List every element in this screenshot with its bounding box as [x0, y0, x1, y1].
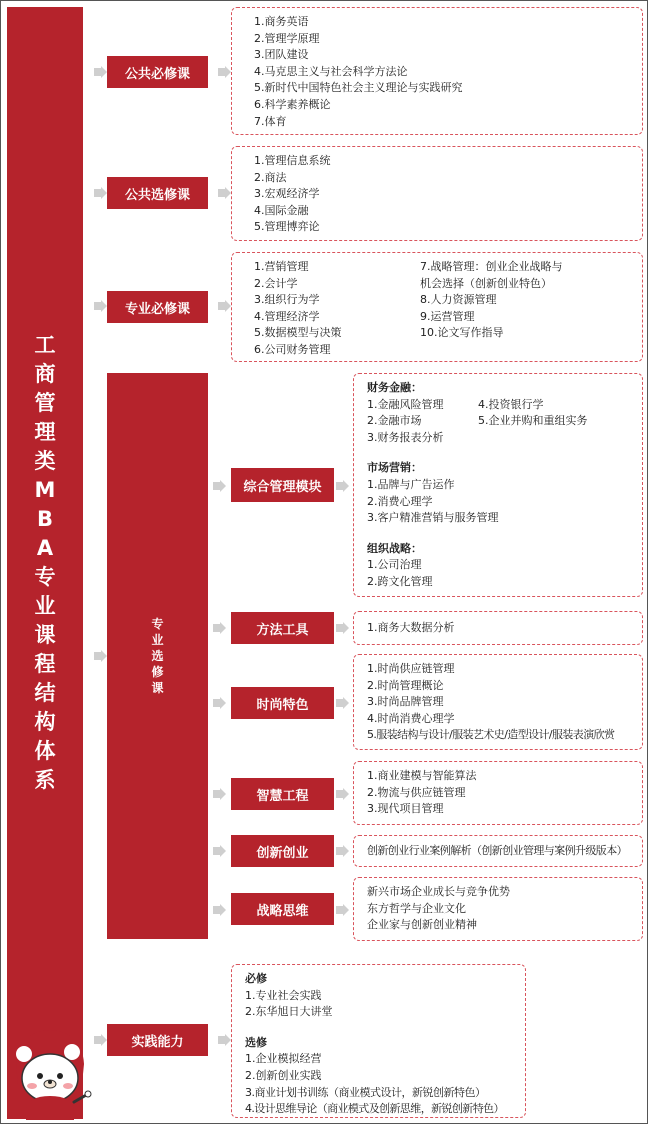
public-required-box [231, 7, 643, 135]
course-item: 9.运营管理 [420, 309, 475, 323]
innovation-box [353, 835, 643, 867]
group-heading: 必修 [245, 972, 267, 985]
category-major-elective [107, 373, 208, 939]
category-major-required [107, 291, 208, 323]
course-item: 2.金融市场 [367, 414, 422, 428]
course-item: 2.会计学 [254, 276, 298, 290]
strategic-thinking-box [353, 877, 643, 941]
module-fashion [231, 687, 334, 719]
arrow-icon [220, 480, 226, 492]
course-item: 2.东华旭日大讲堂 [245, 1005, 333, 1019]
course-item: 7.战略管理：创业企业战略与 [420, 260, 563, 273]
course-item: 2.商法 [254, 170, 287, 184]
arrow-icon [220, 904, 226, 916]
course-item: 1.公司治理 [367, 558, 422, 572]
module-innovation [231, 835, 334, 867]
group-heading: 组织战略： [367, 541, 422, 555]
course-item: 1.管理信息系统 [254, 154, 331, 167]
course-item: 新兴市场企业成长与竞争优势 [367, 885, 510, 898]
method-tools-box [353, 611, 643, 645]
course-item: 3.商业计划书训练（商业模式设计，新锐创新特色） [245, 1085, 486, 1099]
course-item: 1.商业建模与智能算法 [367, 769, 477, 782]
course-item: 东方哲学与企业文化 [367, 901, 466, 915]
arrow-icon [220, 845, 226, 857]
main-title: 工商管理类MBA专业课程结构体系 [34, 333, 56, 792]
major-required-box [231, 252, 643, 362]
course-item: 6.科学素养概论 [254, 97, 331, 111]
fashion-box [353, 654, 643, 750]
category-label: 公共必修课 [124, 66, 190, 82]
course-item: 2.时尚管理概论 [367, 678, 444, 692]
arrow-icon [343, 788, 349, 800]
module-label: 智慧工程 [256, 788, 309, 804]
course-item: 5.数据模型与决策 [254, 326, 342, 340]
course-item: 3.组织行为学 [254, 293, 320, 307]
category-public-required [107, 56, 208, 88]
practice-box [231, 964, 526, 1118]
course-item: 2.创新创业实践 [245, 1068, 322, 1082]
course-item: 1.商务英语 [254, 15, 309, 28]
course-item: 1.专业社会实践 [245, 988, 322, 1002]
course-item: 1.时尚供应链管理 [367, 662, 455, 675]
arrow-icon [343, 697, 349, 709]
arrow-icon [220, 622, 226, 634]
course-item: 1.金融风险管理 [367, 397, 444, 411]
course-item: 4.时尚消费心理学 [367, 711, 455, 725]
course-item: 3.时尚品牌管理 [367, 695, 444, 709]
course-item: 1.商务大数据分析 [367, 621, 455, 634]
course-item: 1.营销管理 [254, 260, 309, 273]
course-item: 2.物流与供应链管理 [367, 785, 466, 799]
group-heading: 市场营销： [367, 461, 422, 475]
course-item: 5.新时代中国特色社会主义理论与实践研究 [254, 81, 463, 95]
course-item: 4.国际金融 [254, 203, 309, 217]
course-item: 3.财务报表分析 [367, 430, 444, 444]
course-item: 2.跨文化管理 [367, 574, 433, 588]
module-label: 方法工具 [256, 622, 309, 638]
course-item: 6.公司财务管理 [254, 342, 331, 356]
category-public-elective [107, 177, 208, 209]
module-label: 时尚特色 [256, 697, 309, 713]
category-label: 专业必修课 [124, 301, 190, 317]
public-elective-box [231, 146, 643, 241]
main-title-bar [7, 7, 83, 1119]
course-item: 4.设计思维导论（商业模式及创新思维，新锐创新特色） [245, 1102, 504, 1116]
course-item: 机会选择（创新创业特色） [420, 276, 552, 290]
course-item: 3.现代项目管理 [367, 802, 444, 816]
course-item: 7.体育 [254, 114, 287, 128]
category-label: 专业选修课 [151, 617, 164, 695]
course-item: 1.企业模拟经营 [245, 1052, 322, 1066]
group-heading: 选修 [245, 1035, 267, 1049]
module-label: 战略思维 [256, 903, 309, 919]
module-label: 综合管理模块 [243, 479, 322, 495]
course-item: 4.管理经济学 [254, 309, 320, 323]
arrow-icon [343, 622, 349, 634]
course-item: 5.企业并购和重组实务 [478, 414, 588, 428]
course-item: 3.团队建设 [254, 48, 309, 62]
bear-mascot-icon [8, 1024, 92, 1120]
group-heading: 财务金融： [367, 381, 422, 394]
category-label: 公共选修课 [124, 187, 190, 203]
course-item: 企业家与创新创业精神 [367, 918, 477, 932]
smart-engineering-box [353, 761, 643, 825]
course-item: 5.服装结构与设计/服装艺术史/造型设计/服装表演欣赏 [367, 728, 615, 742]
module-strategic-thinking [231, 893, 334, 925]
course-item: 3.宏观经济学 [254, 187, 320, 201]
category-label: 实践能力 [131, 1034, 184, 1050]
course-item: 8.人力资源管理 [420, 293, 497, 307]
course-item: 5.管理博弈论 [254, 220, 320, 234]
course-item: 创新创业行业案例解析（创新创业管理与案例升级版本） [367, 844, 627, 857]
module-smart-engineering [231, 778, 334, 810]
module-general-management [231, 468, 334, 502]
course-item: 3.客户精准营销与服务管理 [367, 511, 499, 525]
course-item: 4.投资银行学 [478, 397, 544, 411]
course-item: 2.消费心理学 [367, 494, 433, 508]
arrow-icon [343, 480, 349, 492]
course-item: 10.论文写作指导 [420, 326, 504, 340]
arrow-icon [343, 904, 349, 916]
arrow-icon [343, 845, 349, 857]
arrow-icon [220, 697, 226, 709]
arrow-icon [220, 788, 226, 800]
module-label: 创新创业 [256, 845, 309, 861]
module-method-tools [231, 612, 334, 644]
course-item: 4.马克思主义与社会科学方法论 [254, 64, 408, 78]
course-item: 1.品牌与广告运作 [367, 477, 455, 491]
course-item: 2.管理学原理 [254, 31, 320, 45]
general-management-box [353, 373, 643, 597]
category-practice [107, 1024, 208, 1056]
